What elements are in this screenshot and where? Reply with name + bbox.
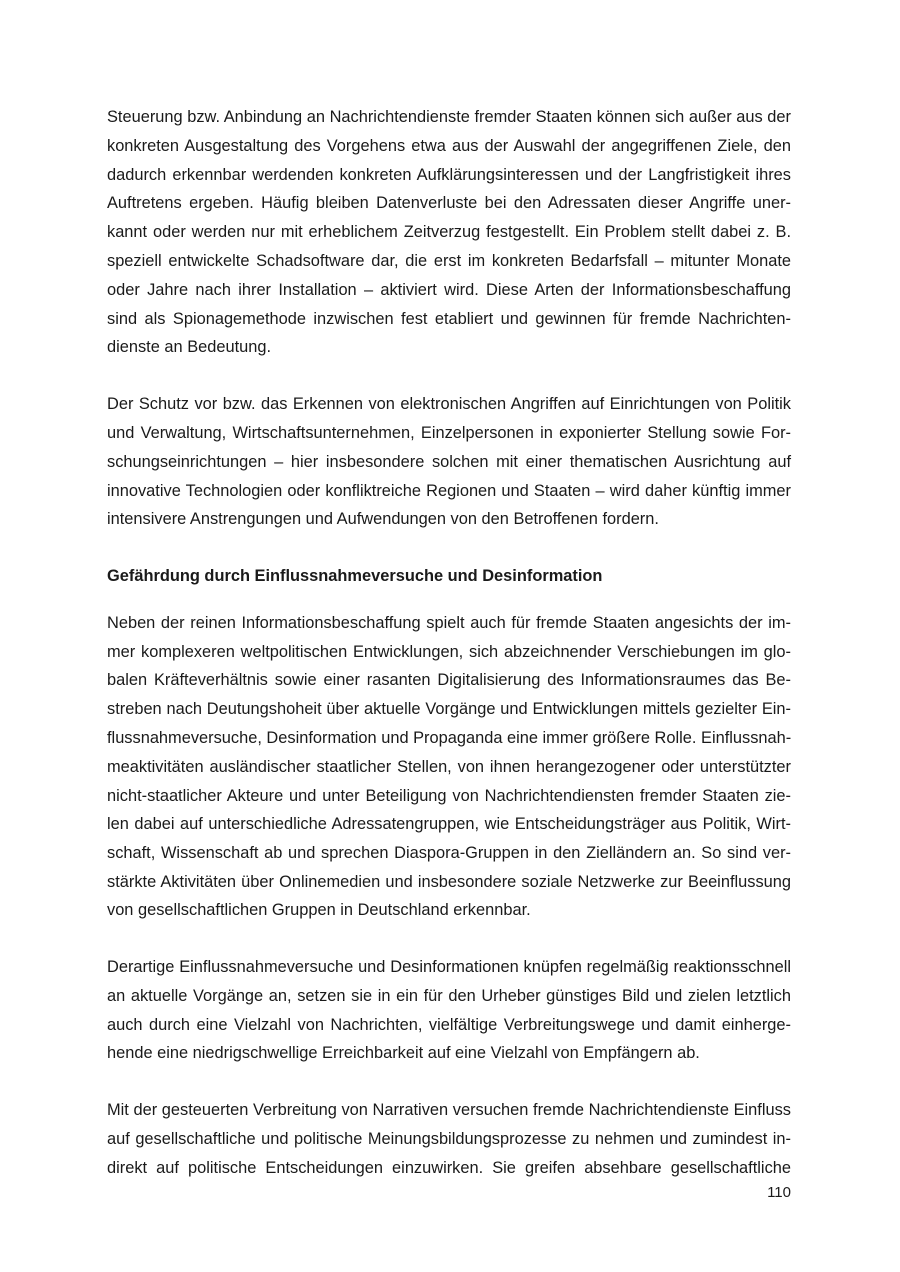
text-line: auch durch eine Vielzahl von Nachrichten, vielfältige Verbreitungswege und damit einherge- xyxy=(107,1016,791,1034)
text-line: konkreten Ausgestaltung des Vorgehens etwa aus der Auswahl der angegriffenen Ziele, den xyxy=(107,137,791,155)
text-line: schungseinrichtungen – hier insbesondere solchen mit einer thematischen Ausrichtung auf xyxy=(107,453,791,471)
text-line: flussnahmeversuche, Desinformation und Propaganda eine immer größere Rolle. Einflussnah- xyxy=(107,729,792,747)
text-line: stärkte Aktivitäten über Onlinemedien und insbesondere soziale Netzwerke zur Beeinflussung xyxy=(107,873,791,891)
text-line: speziell entwickelte Schadsoftware dar, die erst im konkreten Bedarfsfall – mitunter Monate xyxy=(107,252,791,270)
text-line: dienste an Bedeutung. xyxy=(107,338,272,356)
page-number: 110 xyxy=(767,1184,791,1201)
text-line: sind als Spionagemethode inzwischen fest etabliert und gewinnen für fremde Nachrichten- xyxy=(107,310,791,328)
text-line: von gesellschaftlichen Gruppen in Deutschland erkennbar. xyxy=(107,901,531,919)
text-line: innovative Technologien oder konfliktreiche Regionen und Staaten – wird daher künftig immer xyxy=(107,482,791,500)
text-line: nicht-staatlicher Akteure und unter Beteiligung von Nachrichtendiensten fremder Staaten zie- xyxy=(107,787,791,805)
text-line: Derartige Einflussnahmeversuche und Desinformationen knüpfen regelmäßig reaktionsschnell xyxy=(107,958,791,976)
text-line: an aktuelle Vorgänge an, setzen sie in ein für den Urheber günstiges Bild und zielen letztlich xyxy=(107,987,791,1005)
text-line: Neben der reinen Informationsbeschaffung spielt auch für fremde Staaten angesichts der im- xyxy=(107,614,791,632)
text-line: direkt auf politische Entscheidungen einzuwirken. Sie greifen absehbare gesellschaftliche xyxy=(107,1159,791,1177)
text-line: hende eine niedrigschwellige Erreichbarkeit auf eine Vielzahl von Empfängern ab. xyxy=(107,1044,700,1062)
text-line: und Verwaltung, Wirtschaftsunternehmen, Einzelpersonen in exponierter Stellung sowie For- xyxy=(107,424,791,442)
text-line: meaktivitäten ausländischer staatlicher Stellen, von ihnen herangezogener oder unterstützter xyxy=(107,758,791,776)
text-line: intensivere Anstrengungen und Aufwendungen von den Betroffenen fordern. xyxy=(107,510,659,528)
text-line: kannt oder werden nur mit erheblichem Zeitverzug festgestellt. Ein Problem stellt dabei z. B. xyxy=(107,223,791,241)
text-line: len dabei auf unterschiedliche Adressatengruppen, wie Entscheidungsträger aus Politik, Wirt- xyxy=(107,815,791,833)
text-line: schaft, Wissenschaft ab und sprechen Diaspora-Gruppen in den Zielländern an. So sind ver- xyxy=(107,844,791,862)
text-line: Der Schutz vor bzw. das Erkennen von elektronischen Angriffen auf Einrichtungen von Politik xyxy=(107,395,791,413)
text-line: Steuerung bzw. Anbindung an Nachrichtendienste fremder Staaten können sich außer aus der xyxy=(107,108,791,126)
text-line: mer komplexeren weltpolitischen Entwicklungen, sich abzeichnender Verschiebungen im glo- xyxy=(107,643,791,661)
text-line: auf gesellschaftliche und politische Meinungsbildungsprozesse zu nehmen und zumindest in- xyxy=(107,1130,791,1148)
section-heading: Gefährdung durch Einflussnahmeversuche und Desinformation xyxy=(107,567,603,585)
text-line: Mit der gesteuerten Verbreitung von Narrativen versuchen fremde Nachrichtendienste Einfluss xyxy=(107,1101,791,1119)
text-line: dadurch erkennbar werdenden konkreten Aufklärungsinteressen und der Langfristigkeit ihres xyxy=(107,166,791,184)
text-line: Auftretens ergeben. Häufig bleiben Datenverluste bei den Adressaten dieser Angriffe uner- xyxy=(107,194,791,212)
text-line: streben nach Deutungshoheit über aktuelle Vorgänge und Entwicklungen mittels gezielter Ein- xyxy=(107,700,791,718)
text-line: balen Kräfteverhältnis sowie einer rasanten Digitalisierung des Informationsraumes das Be- xyxy=(107,671,791,689)
text-line: oder Jahre nach ihrer Installation – aktiviert wird. Diese Arten der Informationsbeschaffung xyxy=(107,281,791,299)
